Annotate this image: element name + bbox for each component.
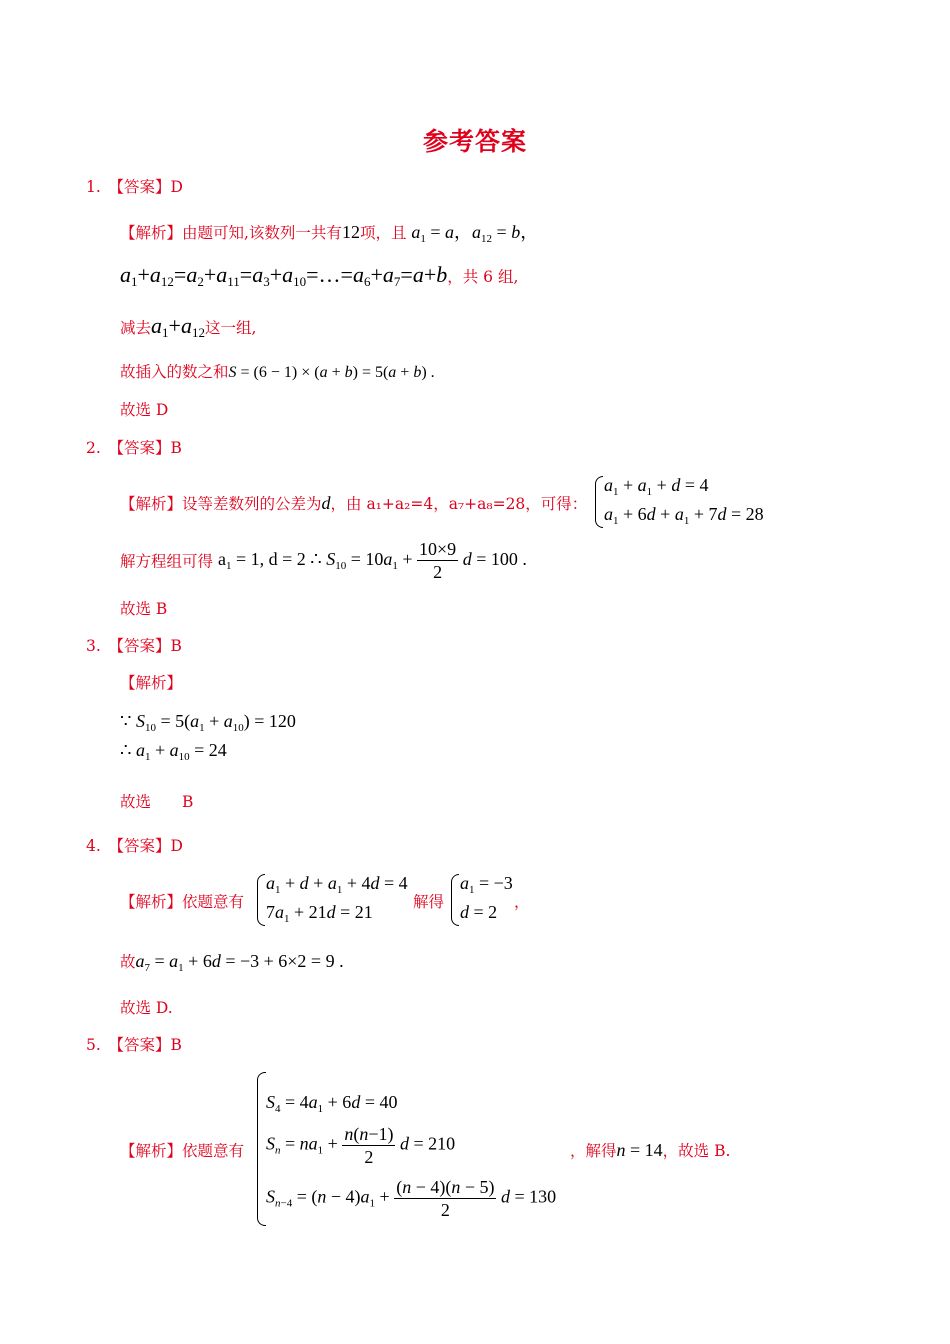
q5-system-eq3: $S_{n-4} = (n - 4)a_1$ + $\frac{(n - 4)(n - 5)}{2}$ d = 130 [266, 1177, 557, 1220]
q3-formula-line1: ∵ $S_{10} = 5(a_1 + a_{10}) = 120$ [120, 711, 296, 734]
q5-solve-label: ，解得 [570, 1142, 617, 1160]
q2-conclusion: 故选 B [120, 600, 168, 618]
q1-line2-tail: ，共 6 组, [447, 268, 519, 286]
q5-analysis-label: 【解析】依题意有 [120, 1142, 245, 1160]
q4-solve-label: 解得 [413, 893, 445, 911]
q2-given: ，由 a₁+a₂=4，a₇+a₈=28，可得： [330, 495, 588, 513]
q2-system-eq2: $a_1 + 6d + a_1 + 7d = 28$ [604, 504, 764, 527]
q4-solution-brace [451, 874, 459, 926]
q5-solve-line [570, 1139, 730, 1161]
q2-system-brace [595, 476, 603, 528]
q1-analysis-label: 【解析】由题可知,该数列一共有 [120, 224, 342, 242]
q4-analysis-label: 【解析】依题意有 [120, 893, 245, 911]
q5-system-eq1: $S_4 = 4a_1 + 6d = 40$ [266, 1092, 398, 1115]
q5-system-brace [257, 1072, 266, 1226]
q3-analysis-label: 【解析】 [120, 674, 183, 692]
q1-line3-prefix: 减去 [120, 319, 152, 337]
q5-conclusion: ，故选 B. [662, 1142, 731, 1160]
q4-a7-formula: $a_7 = a_1 + 6d = -3 + 6\times 2 = 9$ . [135, 951, 344, 974]
q1-conclusion: 故选 D [120, 401, 169, 419]
q1-line3-formula: $a_1+a_{12}$ [151, 313, 205, 340]
q4-answer-heading: 4. 【答案】D [86, 837, 183, 855]
q3-answer-heading: 3. 【答案】B [86, 637, 182, 655]
q5-system-eq2: $S_n = na_1$ + $\frac{n(n-1)}{2}$ d = 210 [266, 1124, 456, 1167]
q1-line3-tail: 这一组, [204, 319, 257, 337]
q2-system-eq1: $a_1 + a_1 + d = 4$ [604, 475, 709, 498]
q4-conclusion: 故选 D. [120, 999, 173, 1017]
q2-solution-formula: $a_1 = 1$, d = 2 ∴ $S_{10} = 10a_1$ + $\frac{10\times 9}{2}$ d = 100 . [217, 539, 527, 582]
q4-system-brace [257, 874, 265, 926]
q2-analysis-line1: 【解析】设等差数列的公差为d，由 a₁+a₂=4，a₇+a₈=28，可得： [120, 493, 588, 513]
q3-conclusion: 故选 B [120, 793, 194, 811]
q1-analysis-tail: 项，且 [359, 224, 407, 242]
q3-formula-line2: ∴ $a_1 + a_{10} = 24$ [120, 740, 227, 763]
q4-system-eq1: $a_1 + d + a_1 + 4d = 4$ [266, 873, 408, 896]
q1-analysis-line3 [120, 313, 256, 341]
q2-analysis-line2 [120, 538, 527, 583]
q1-answer-heading: 1. 【答案】D [86, 178, 183, 196]
q2-answer-heading: 2. 【答案】B [86, 439, 182, 457]
q4-analysis-line2 [120, 950, 344, 974]
q1-sum-chain: $a_1+a_{12}=a_2+a_{11}=a_3+a_{10}=\dots=a_6+a_7=a+b$ [120, 262, 448, 289]
q4-solution-d: d = 2 [460, 902, 498, 922]
q1-sum-formula: S = (6 − 1) × (a + b) = 5(a + b) . [228, 364, 435, 381]
q2-solve-prefix: 解方程组可得 [120, 552, 214, 571]
q2-analysis-label: 【解析】设等差数列的公差为 [120, 495, 322, 513]
q4-solution-a1: $a_1 = -3$ [460, 873, 513, 896]
q4-comma: ， [514, 893, 530, 911]
q1-analysis-line1 [120, 218, 538, 245]
q1-analysis-line4 [120, 360, 435, 382]
page-title: 参考答案 [422, 127, 527, 156]
q5-answer-heading: 5. 【答案】B [86, 1036, 182, 1054]
q1-count: 12 [341, 222, 360, 242]
q1-analysis-line2 [120, 262, 518, 290]
q4-line2-prefix: 故 [120, 953, 136, 971]
q1-line4-prefix: 故插入的数之和 [120, 363, 229, 381]
q5-n-value: n = 14 [616, 1140, 663, 1160]
q4-system-eq2: $7a_1 + 21d = 21$ [266, 902, 373, 925]
q1-formula-a1: $a_1 = a$，$a_{12} = b$， [411, 222, 539, 245]
